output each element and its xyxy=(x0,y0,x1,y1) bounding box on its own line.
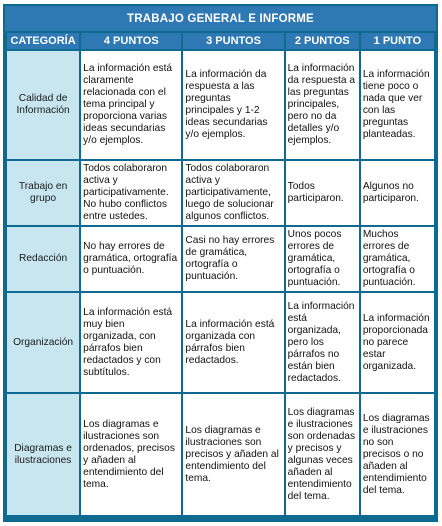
rubric-title: TRABAJO GENERAL E INFORME xyxy=(5,6,436,31)
score-cell: Los diagramas e ilustraciones son precisos y añaden al entendimiento del tema. xyxy=(183,394,283,515)
score-cell: La información está organizada con párrafos bien redactados. xyxy=(183,293,283,392)
table-row xyxy=(7,227,434,291)
header-4-puntos: 4 PUNTOS xyxy=(81,33,181,49)
score-cell: La información está muy bien organizada, con párrafos bien redactados y con subtítulos. xyxy=(81,293,181,392)
category-cell: Diagramas e ilustraciones xyxy=(7,394,79,515)
score-cell: La información tiene poco o nada que ver con las preguntas planteadas. xyxy=(361,51,434,159)
category-cell: Organización xyxy=(7,293,79,392)
table-row xyxy=(7,161,434,225)
header-3-puntos: 3 PUNTOS xyxy=(183,33,283,49)
table-row xyxy=(7,51,434,159)
score-cell: Todos colaboraron activa y participativamente. No hubo conflictos entre ustedes. xyxy=(81,161,181,225)
score-cell: Los diagramas e ilustraciones son ordenados, precisos y añaden al entendimiento del tema. xyxy=(81,394,181,515)
header-categoria: CATEGORÍA xyxy=(7,33,79,49)
rubric-panel xyxy=(3,4,438,522)
score-cell: Muchos errores de gramática, ortografía o puntuación. xyxy=(361,227,434,291)
score-cell: Casi no hay errores de gramática, ortografía o puntuación. xyxy=(183,227,283,291)
score-cell: Unos pocos errores de gramática, ortografía o puntuación. xyxy=(286,227,359,291)
table-row xyxy=(7,394,434,515)
score-cell: La información proporcionada no parece estar organizada. xyxy=(361,293,434,392)
category-cell: Redacción xyxy=(7,227,79,291)
header-1-punto: 1 PUNTO xyxy=(361,33,434,49)
rubric-table xyxy=(5,31,436,517)
score-cell: Todos colaboraron activa y participativamente, luego de solucionar algunos conflictos. xyxy=(183,161,283,225)
header-row xyxy=(7,33,434,49)
score-cell: La información da respuesta a las preguntas principales y 1-2 ideas secundarias y/o ejemplos. xyxy=(183,51,283,159)
category-cell: Trabajo en grupo xyxy=(7,161,79,225)
score-cell: La información está claramente relacionada con el tema principal y proporciona varias ideas secundarias y/o ejemplos. xyxy=(81,51,181,159)
score-cell: Algunos no participaron. xyxy=(361,161,434,225)
score-cell: Los diagramas e ilustraciones son ordenadas y precisos y algunas veces añaden al entendimiento del tema. xyxy=(286,394,359,515)
header-2-puntos: 2 PUNTOS xyxy=(286,33,359,49)
score-cell: La información está organizada, pero los párrafos no están bien redactados. xyxy=(286,293,359,392)
score-cell: Todos participaron. xyxy=(286,161,359,225)
score-cell: Los diagramas e ilustraciones no son precisos o no añaden al entendimiento del tema. xyxy=(361,394,434,515)
score-cell: No hay errores de gramática, ortografía o puntuación. xyxy=(81,227,181,291)
score-cell: La información da respuesta a las preguntas principales, pero no da detalles y/o ejemplos. xyxy=(286,51,359,159)
category-cell: Calidad de Información xyxy=(7,51,79,159)
table-row xyxy=(7,293,434,392)
